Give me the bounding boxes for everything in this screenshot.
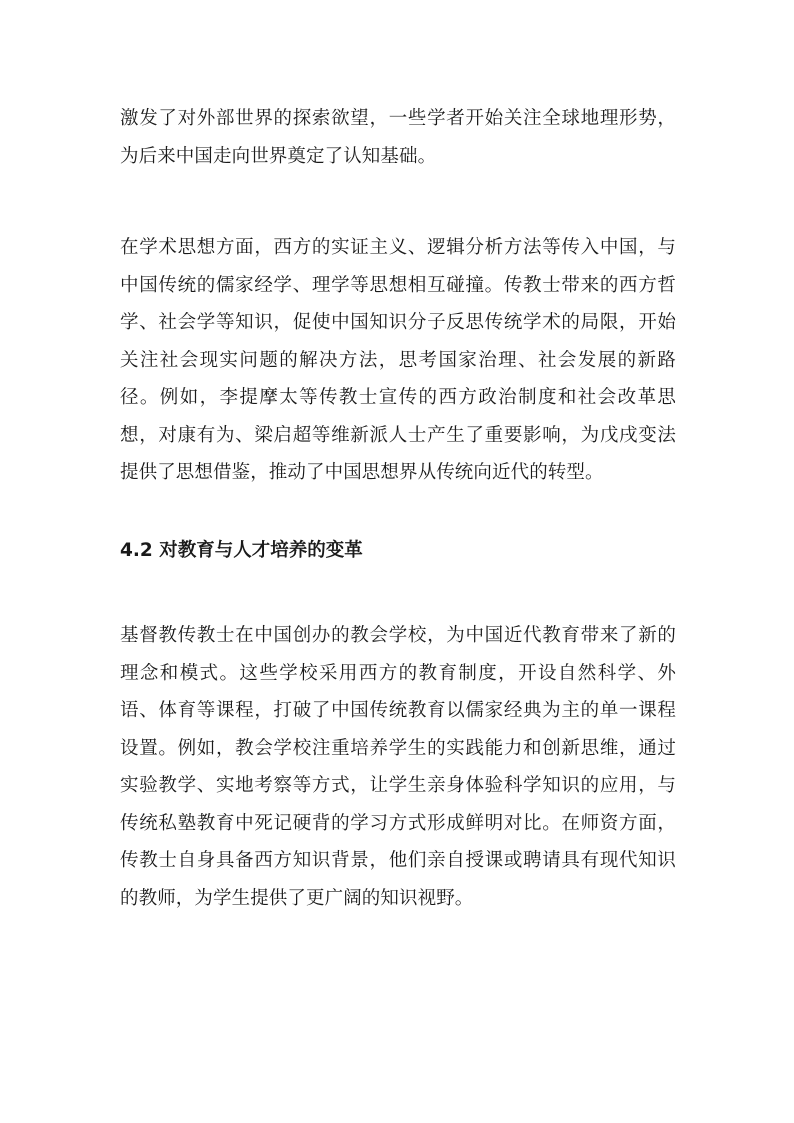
section-heading: 4.2 对教育与人才培养的变革: [120, 540, 363, 561]
paragraph-3: 基督教传教士在中国创办的教会学校，为中国近代教育带来了新的理念和模式。这些学校采用西方的教育制度，开设自然科学、外语、体育等课程，打破了中国传统教育以儒家经典为主的单一课程设置。例如，教会学校注重培养学生的实践能力和创新思维，通过实验教学、实地考察等方式，让学生亲身体验科学知识的应用，与传统私塾教育中死记硬背的学习方式形成鲜明对比。在师资方面，传教士自身具备西方知识背景，他们亲自授课或聘请具有现代知识的教师，为学生提供了更广阔的知识视野。: [120, 625, 676, 909]
paragraph-2: 在学术思想方面，西方的实证主义、逻辑分析方法等传入中国，与中国传统的儒家经学、理学等思想相互碰撞。传教士带来的西方哲学、社会学等知识，促使中国知识分子反思传统学术的局限，开始关注社会现实问题的解决方法，思考国家治理、社会发展的新路径。例如，李提摩太等传教士宣传的西方政治制度和社会改革思想，对康有为、梁启超等维新派人士产生了重要影响，为戊戌变法提供了思想借鉴，推动了中国思想界从传统向近代的转型。: [120, 237, 676, 483]
paragraph-1: 激发了对外部世界的探索欲望，一些学者开始关注全球地理形势，为后来中国走向世界奠定了认知基础。: [120, 108, 676, 167]
